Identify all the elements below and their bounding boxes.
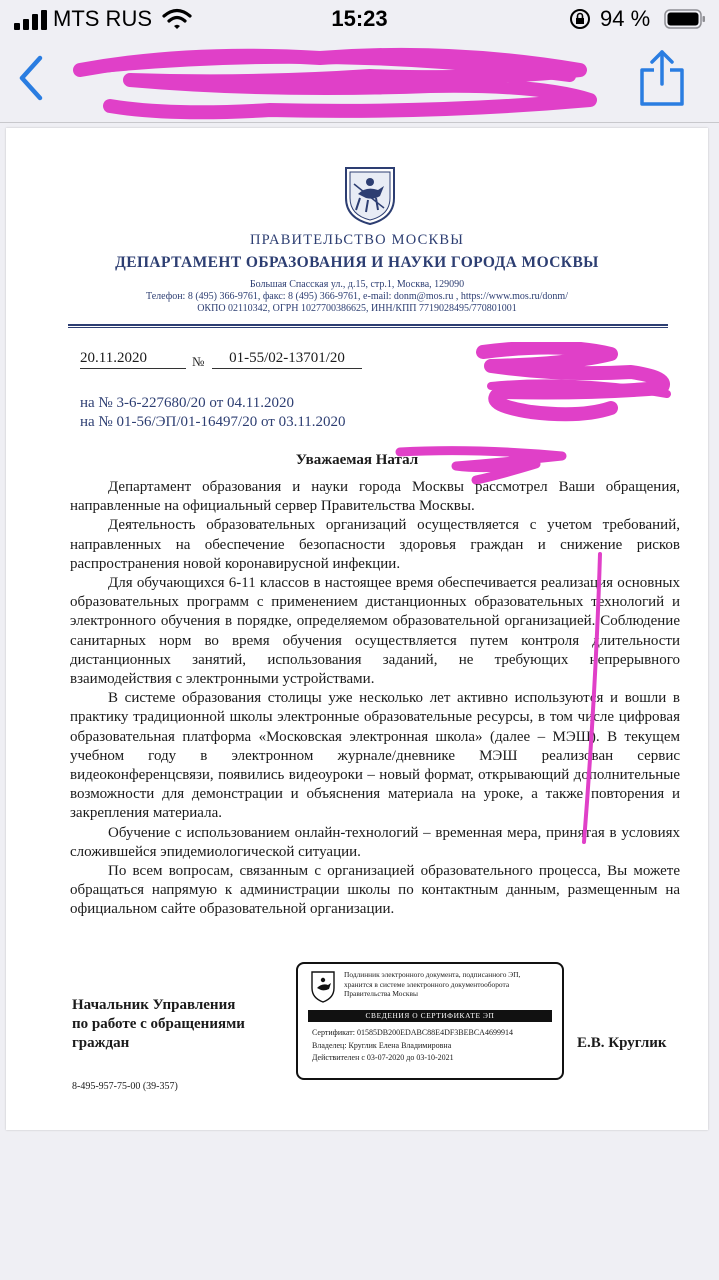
paragraph: Для обучающихся 6-11 классов в настоящее время обеспечивается реализация основных образовательных программ с применением дистанционных образовательных технологий и электронного обучения в порядке, определяемом образовательной организацией. Соблюдение санитарных норм во время обучения осуществляется путем контроля длительности дистанционных занятий, использования заданий, не требующих непрерывного взаимодействия с электронными устройствами.: [70, 575, 680, 688]
address-line: Большая Спасская ул., д.15, стр.1, Москва, 129090: [249, 279, 465, 290]
certificate-number: Сертификат: 01585DB200EDABC88E4DF3BEBCA4699914: [312, 1028, 513, 1037]
moscow-coat-of-arms-icon: [340, 164, 400, 226]
greeting: Уважаемая Натал: [295, 452, 419, 468]
pen-mark: [566, 548, 626, 848]
stamp-header: [344, 970, 556, 999]
letterhead-address-block: [6, 279, 708, 315]
share-icon[interactable]: [634, 48, 690, 108]
contact-phone: 8-495-957-75-00 (39-357): [72, 1081, 178, 1092]
contacts-line: Телефон: 8 (495) 366-9761, факс: 8 (495) 366-9761, e-mail: donm@mos.ru , https://www.mos.ru/donm/: [146, 291, 568, 302]
paragraph: Деятельность образовательных организаций осуществляется с учетом требований, направленных на обеспечение безопасности здоровья граждан и снижение рисков распространения новой коронавирусной инфекции.: [70, 517, 680, 572]
navigation-bar: [0, 40, 719, 123]
carrier-name: MTS RUS: [53, 6, 152, 31]
chevron-left-icon[interactable]: [14, 54, 48, 102]
letterhead-divider-thin: [68, 327, 668, 328]
number-label: №: [192, 354, 205, 369]
orientation-lock-icon: [569, 8, 591, 30]
signatory-title-line: граждан: [72, 1035, 130, 1051]
stamp-header-line: Правительства Москвы: [344, 989, 418, 998]
signatory-title-line: Начальник Управления: [72, 997, 236, 1013]
status-bar: [0, 0, 719, 40]
battery-percent: 94 %: [600, 6, 651, 31]
stamp-header-line: хранится в системе электронного документооборота: [344, 979, 510, 989]
reference-line-1: на № 3-6-227680/20 от 04.11.2020: [80, 395, 294, 411]
document-page: [6, 128, 708, 1130]
codes-line: ОКПО 02110342, ОГРН 1027700386625, ИНН/КПП 7719028495/770801001: [197, 303, 517, 314]
paragraph: Обучение с использованием онлайн-технологий – временная мера, принятая в условиях сложившейся эпидемиологической ситуации.: [70, 824, 680, 860]
document-date: 20.11.2020: [80, 350, 186, 369]
stamp-header-line: Подлинник электронного документа, подписанного ЭП,: [344, 970, 521, 979]
government-name: ПРАВИТЕЛЬСТВО МОСКВЫ: [249, 232, 465, 248]
reference-line-2: на № 01-56/ЭП/01-16497/20 от 03.11.2020: [80, 414, 346, 430]
moscow-coat-of-arms-icon: [310, 970, 336, 1004]
paragraph: По всем вопросам, связанным с организацией образовательного процесса, Вы можете обращаться напрямую к администрации школы по контактным данным, размещенным на официальном сайте образовательной организации.: [70, 863, 680, 918]
paragraph: В системе образования столицы уже несколько лет активно используются и вошли в практику традиционной школы электронные образовательные ресурсы, в том числе цифровая образовательная платформа «Московская электронная школа» (далее – МЭШ). В текущем учебном году в электронном журнале/дневнике МЭШ реализован сервис видеоконференцсвязи, появились видеоуроки – новый формат, открывающий дополнительные возможности для демонстрации и объяснения материала на уроке, а также повторения и закрепления материала.: [70, 690, 680, 822]
clock: 15:23: [331, 6, 388, 31]
certificate-owner: Владелец: Круглик Елена Владимировна: [312, 1040, 452, 1050]
electronic-signature-stamp: [296, 962, 564, 1080]
certificate-band: СВЕДЕНИЯ О СЕРТИФИКАТЕ ЭП: [308, 1010, 552, 1022]
addressee-redaction-scribble: [471, 342, 676, 422]
paragraph: Департамент образования и науки города Москвы рассмотрел Ваши обращения, направленные на официальный сервер Правительства Москвы.: [70, 479, 680, 515]
certificate-details: [312, 1027, 513, 1065]
department-name: ДЕПАРТАМЕНТ ОБРАЗОВАНИЯ И НАУКИ ГОРОДА МОСКВЫ: [115, 254, 599, 271]
certificate-validity: Действителен с 03-07-2020 до 03-10-2021: [312, 1053, 454, 1062]
signatory-name: Е.В. Круглик: [577, 1035, 667, 1051]
title-redaction-scribble: [70, 40, 600, 122]
signatory-title-line: по работе с обращениями: [72, 1016, 245, 1032]
signatory-title: [72, 996, 245, 1053]
battery-icon: [664, 9, 706, 29]
document-number: 01-55/02-13701/20: [212, 350, 362, 369]
letterhead-divider: [68, 324, 668, 326]
